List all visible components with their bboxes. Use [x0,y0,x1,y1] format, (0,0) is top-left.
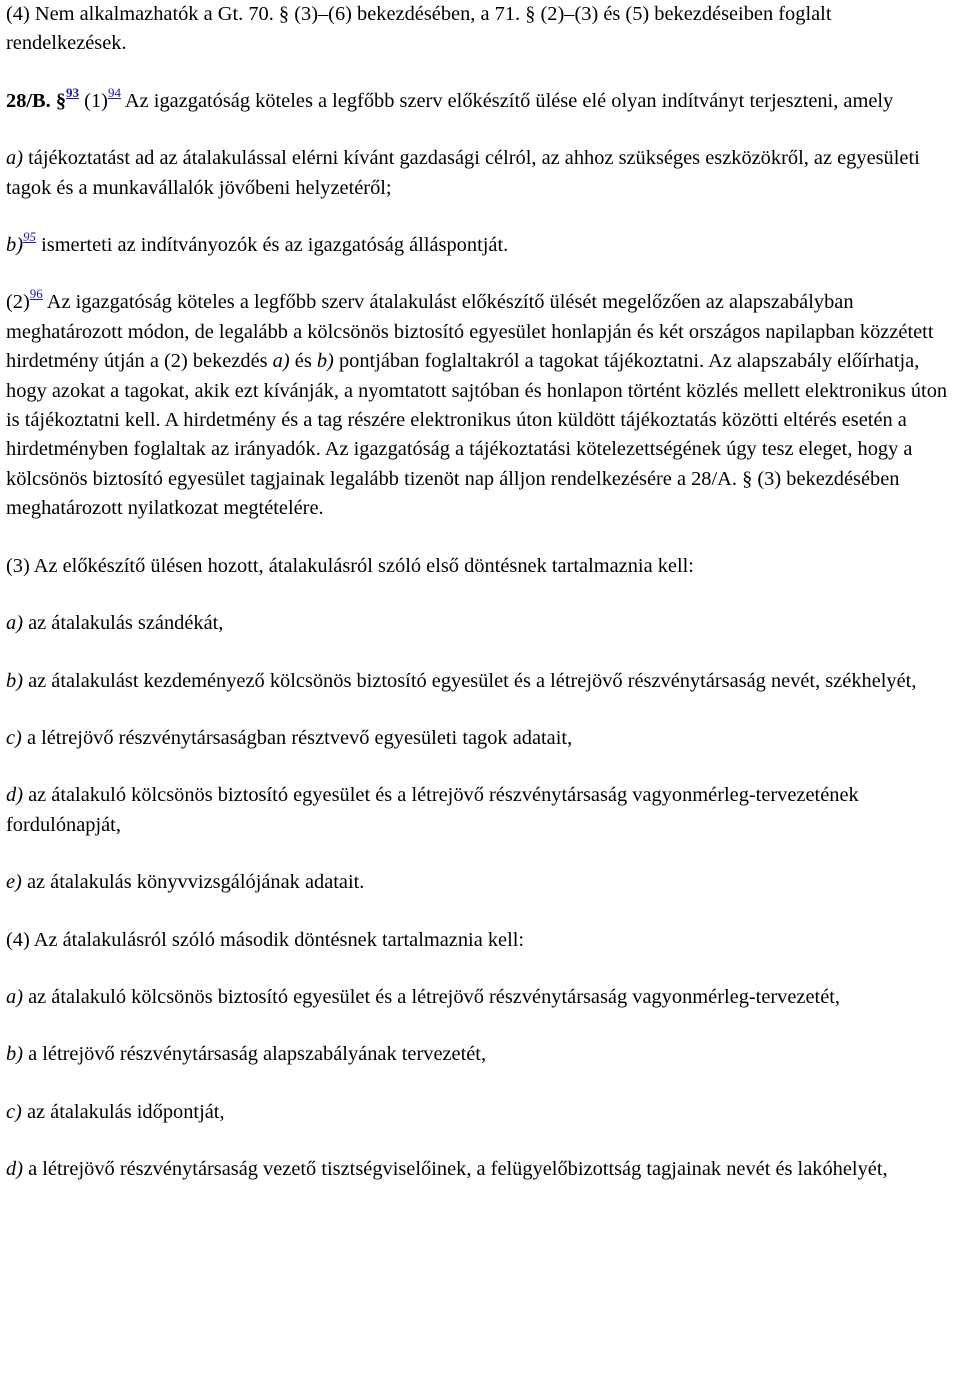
para-3-point-e [6,868,956,897]
para-3-point-a [6,609,956,638]
reference-b: b) [316,350,334,373]
point-label: c) [6,1100,22,1123]
point-text: az átalakulást kezdeményező kölcsönös biztosító egyesület és a létrejövő részvénytársaság nevét, székhelyét, [23,669,917,692]
section-28b-para-4-intro: (4) Az átalakulásról szóló második döntésnek tartalmaznia kell: [6,928,525,951]
section-28b-para-1 [6,84,956,116]
point-text: az átalakulás időpontját, [21,1100,225,1123]
paragraph-text-2: pontjában foglaltakról a tagokat tájékoztatni. Az alapszabály előírhatja, hogy azokat a tagokat, akik ezt kívánják, a nyomtatott sajtóban és honlapon történt közlés mellett elektronikus úton is tájékoztatni kell. A hirdetmény és a tag részére elektronikus úton küldött tájékoztatás közötti eltérés esetén a hirdetményben foglaltak az irányadók. Az igazgatóság a tájékoztatási kötelezettségének úgy tesz eleget, hogy a kölcsönös biztosító egyesület tagjainak legalább tizenöt nap álljon rendelkezésére a 28/A. § (3) bekezdésében meghatározott nyilatkozat megtételére. [6,350,948,520]
paragraph-4-exclusions: (4) Nem alkalmazhatók a Gt. 70. § (3)–(6) bekezdésében, a 71. § (2)–(3) és (5) bekezdéseiben foglalt rendelkezések. [6,3,832,55]
para-4-point-a [6,983,956,1012]
point-label: d) [6,784,23,807]
para-4-point-c [6,1098,956,1127]
section-28b-para-3-intro: (3) Az előkészítő ülésen hozott, átalakulásról szóló első döntésnek tartalmaznia kell: [6,554,694,577]
footnote-link-93[interactable]: 93 [66,84,80,100]
point-text: az átalakuló kölcsönös biztosító egyesület és a létrejövő részvénytársaság vagyonmérleg-tervezetének fordulónapját, [6,784,859,836]
point-label: b) [6,1043,23,1066]
point-text: ismerteti az indítványozók és az igazgatóság álláspontját. [36,234,509,257]
section-number: 28/B. § [6,89,67,112]
point-text: az átalakulás könyvvizsgálójának adatait. [21,871,365,894]
point-label: e) [6,871,22,894]
section-28b-point-a [6,144,956,203]
paragraph-number: (1) [84,89,108,112]
point-text: a létrejövő részvénytársaság vezető tisztségviselőinek, a felügyelőbizottság tagjainak nevét és lakóhelyét, [23,1158,888,1181]
point-label: a) [6,985,23,1008]
point-text: az átalakulás szándékát, [23,612,224,635]
footnote-link-95[interactable]: 95 [23,229,36,245]
footnote-link-96[interactable]: 96 [29,286,43,302]
reference-a: a) [272,350,290,373]
point-text: a létrejövő részvénytársaságban résztvevő egyesületi tagok adatait, [21,726,573,749]
para-3-point-d [6,781,956,840]
paragraph-number: (2) [6,291,30,314]
para-3-point-c [6,724,956,753]
footnote-link-94[interactable]: 94 [107,84,121,100]
point-text: a létrejövő részvénytársaság alapszabályának tervezetét, [23,1043,487,1066]
point-text: tájékoztatást ad az átalakulással elérni kívánt gazdasági célról, az ahhoz szükséges eszközökről, az egyesületi tagok és a munkavállalók jövőbeni helyzetéről; [6,147,920,199]
point-label: d) [6,1158,23,1181]
para-4-point-d [6,1155,956,1184]
para-4-point-b [6,1040,956,1069]
point-label: b) [6,669,23,692]
point-label: b) [6,234,23,257]
para-3-point-b [6,667,956,696]
document-page [6,0,956,1213]
point-label: a) [6,147,23,170]
paragraph-text: Az igazgatóság köteles a legfőbb szerv előkészítő ülése elé olyan indítványt terjeszteni, amely [120,89,894,112]
paragraph-text-1: Az igazgatóság köteles a legfőbb szerv átalakulást előkészítő ülését megelőzően az alapszabályban meghatározott módon, de legalább a kölcsönös biztosító egyesület honlapján és két országos napilapban közzétett hirdetmény útján a (2) bekezdés [6,291,934,373]
point-text: az átalakuló kölcsönös biztosító egyesület és a létrejövő részvénytársaság vagyonmérleg-tervezetét, [23,985,841,1008]
point-label: a) [6,612,23,635]
conjunction: és [289,350,317,373]
point-label: c) [6,726,22,749]
section-28b-para-2 [6,288,956,523]
section-28b-point-b [6,231,956,260]
